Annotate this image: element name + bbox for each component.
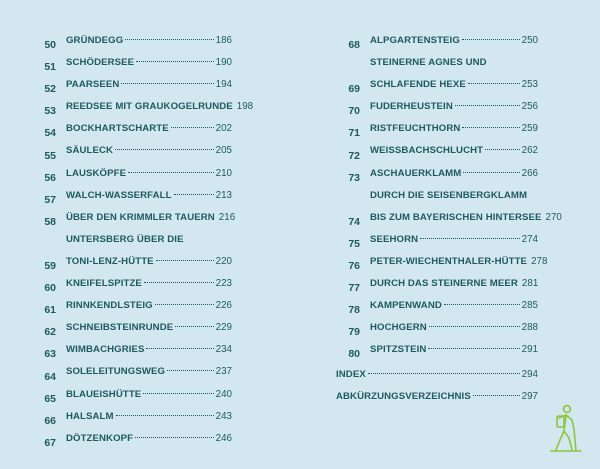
toc-entry-page: 234 xyxy=(215,344,232,356)
toc-appendix-title: ABKÜRZUNGSVERZEICHNIS xyxy=(336,391,471,402)
toc-entry-number: 62 xyxy=(44,326,56,339)
dot-leader xyxy=(468,83,520,84)
toc-entry-number: 51 xyxy=(44,61,56,74)
dot-leader xyxy=(115,149,214,150)
dot-leader xyxy=(444,304,520,305)
toc-entry-page: 240 xyxy=(215,388,232,400)
toc-entry-number: 68 xyxy=(348,39,360,52)
toc-entry[interactable] xyxy=(32,96,254,118)
toc-entry-title: SÄULECK xyxy=(66,145,114,157)
toc-entry-title: GRÜNDEGG xyxy=(66,35,124,46)
toc-entry[interactable] xyxy=(336,229,538,251)
toc-entry-number: 60 xyxy=(44,282,56,295)
toc-entry-page: 226 xyxy=(215,300,232,312)
toc-entry-title: DURCH DIE SEISENBERGKLAMM xyxy=(370,189,528,201)
toc-entry-number: 54 xyxy=(44,127,56,140)
hiker-icon xyxy=(545,404,587,454)
toc-entry-title: WALCH-WASSERFALL xyxy=(66,189,172,201)
toc-entry-number: 56 xyxy=(44,171,56,184)
toc-entry[interactable] xyxy=(32,406,232,428)
dot-leader xyxy=(156,260,214,261)
toc-left-column xyxy=(32,30,254,450)
dot-leader xyxy=(135,437,214,438)
toc-appendix-page: 297 xyxy=(521,391,538,402)
toc-entry-page: 194 xyxy=(215,79,232,91)
toc-entry-title: HOCHGERN xyxy=(370,322,427,334)
toc-entry[interactable] xyxy=(32,317,232,339)
toc-entry-page: 270 xyxy=(545,211,562,223)
toc-entry[interactable] xyxy=(32,163,232,185)
toc-entry[interactable] xyxy=(336,30,538,52)
toc-entry-page: 220 xyxy=(215,255,232,267)
dot-leader xyxy=(428,348,519,349)
toc-entry[interactable] xyxy=(32,207,236,229)
toc-entry-number: 57 xyxy=(44,193,56,206)
dot-leader xyxy=(174,194,214,195)
toc-entry-page: 259 xyxy=(521,123,538,135)
toc-entry-title: SEEHORN xyxy=(370,233,419,245)
dot-leader xyxy=(462,127,519,128)
toc-entry-page: 262 xyxy=(521,145,538,157)
toc-entry-title: WIMBACHGRIES xyxy=(66,344,145,356)
toc-entry[interactable] xyxy=(336,140,538,162)
toc-entry[interactable] xyxy=(32,295,232,317)
toc-entry[interactable] xyxy=(336,295,538,317)
toc-entry-title: KAMPENWAND xyxy=(370,300,442,312)
dot-leader xyxy=(143,393,213,394)
toc-entry[interactable] xyxy=(32,361,232,383)
toc-entry-number: 53 xyxy=(44,105,56,118)
dot-leader xyxy=(462,39,520,40)
toc-entry-page: 237 xyxy=(215,366,232,378)
toc-entry-page: 210 xyxy=(215,167,232,179)
toc-entry-title: REEDSEE MIT GRAUKOGELRUNDE xyxy=(66,101,233,113)
toc-entry-title: DÖTZENKOPF xyxy=(66,432,134,444)
toc-entry-number: 76 xyxy=(348,260,360,273)
toc-entry-page: 288 xyxy=(521,322,538,334)
toc-entry[interactable] xyxy=(32,384,232,406)
toc-entry[interactable] xyxy=(336,52,538,96)
toc-entry-page: 250 xyxy=(521,35,538,46)
dot-leader xyxy=(121,83,213,84)
toc-entry[interactable] xyxy=(32,229,232,273)
toc-entry-number: 74 xyxy=(348,215,360,228)
toc-entry-number: 72 xyxy=(348,149,360,162)
toc-entry-number: 55 xyxy=(44,149,56,162)
toc-appendix-title: INDEX xyxy=(336,369,366,380)
toc-entry-page: 223 xyxy=(215,278,232,290)
toc-entry-title: SPITZSTEIN xyxy=(370,344,427,356)
dot-leader xyxy=(144,282,214,283)
toc-entry-title: ÜBER DEN KRIMMLER TAUERN xyxy=(66,211,215,223)
toc-entry-title: KNEIFELSPITZE xyxy=(66,278,142,290)
toc-entry-title: PETER-WIECHENTHALER-HÜTTE xyxy=(370,255,528,267)
dot-leader xyxy=(429,326,520,327)
dot-leader xyxy=(136,61,213,62)
toc-entry-title: LAUSKÖPFE xyxy=(66,167,127,179)
dot-leader xyxy=(146,348,213,349)
dot-leader xyxy=(128,172,214,173)
toc-entry-number: 58 xyxy=(44,215,56,228)
toc-entry-number: 67 xyxy=(44,436,56,449)
toc-entry-page: 213 xyxy=(215,189,232,201)
dot-leader xyxy=(175,326,213,327)
toc-entry-number: 64 xyxy=(44,370,56,383)
toc-entry-number: 79 xyxy=(348,326,360,339)
toc-entry-number: 52 xyxy=(44,83,56,96)
toc-entry[interactable] xyxy=(336,185,562,229)
dot-leader xyxy=(155,304,214,305)
toc-entry-title: ASCHAUERKLAMM xyxy=(370,167,462,179)
dot-leader xyxy=(485,149,520,150)
toc-entry[interactable] xyxy=(336,339,538,361)
toc-entry-number: 78 xyxy=(348,304,360,317)
toc-entry-number: 73 xyxy=(348,171,360,184)
dot-leader xyxy=(420,238,519,239)
dot-leader xyxy=(473,395,520,396)
dot-leader xyxy=(116,415,214,416)
toc-appendix-page: 294 xyxy=(521,369,538,380)
toc-entry-title: PAARSEEN xyxy=(66,79,120,91)
toc-entry-title: BOCKHARTSCHARTE xyxy=(66,123,169,135)
toc-entry[interactable] xyxy=(32,273,232,295)
toc-entry[interactable] xyxy=(32,185,232,207)
toc-right-column xyxy=(336,30,562,361)
toc-entry-page: 190 xyxy=(215,57,232,69)
dot-leader xyxy=(167,370,214,371)
toc-entry[interactable] xyxy=(32,74,232,96)
toc-appendix xyxy=(336,364,538,408)
toc-entry-number: 75 xyxy=(348,237,360,250)
toc-entry-title: FUDERHEUSTEIN xyxy=(370,101,453,113)
toc-entry-page: 253 xyxy=(521,79,538,91)
dot-leader xyxy=(171,127,214,128)
toc-entry-title: RINNKENDLSTEIG xyxy=(66,300,153,312)
toc-entry[interactable] xyxy=(336,118,538,140)
toc-entry[interactable] xyxy=(32,339,232,361)
toc-appendix-entry[interactable] xyxy=(336,364,538,386)
toc-entry-title: SCHÖDERSEE xyxy=(66,57,135,69)
toc-entry-title: HALSALM xyxy=(66,410,114,422)
toc-entry-number: 65 xyxy=(44,392,56,405)
toc-entry-page: 198 xyxy=(236,101,254,113)
toc-entry-page: 229 xyxy=(215,322,232,334)
toc-entry[interactable] xyxy=(32,428,232,450)
toc-entry[interactable] xyxy=(32,30,232,52)
toc-entry[interactable] xyxy=(32,52,232,74)
toc-entry-number: 80 xyxy=(348,348,360,361)
toc-entry-title: SCHLAFENDE HEXE xyxy=(370,79,466,91)
toc-entry-title: ALPGARTENSTEIG xyxy=(370,35,460,46)
toc-entry-number: 59 xyxy=(44,260,56,273)
dot-leader xyxy=(368,373,520,374)
toc-entry-page: 202 xyxy=(215,123,232,135)
toc-appendix-entry[interactable] xyxy=(336,386,538,408)
toc-entry-title: TONI-LENZ-HÜTTE xyxy=(66,255,154,267)
toc-entry-title: BIS ZUM BAYERISCHEN HINTERSEE xyxy=(370,211,542,223)
toc-entry-page: 274 xyxy=(521,233,538,245)
toc-entry-title: SCHNEIBSTEINRUNDE xyxy=(66,322,174,334)
toc-entry-number: 66 xyxy=(44,414,56,427)
toc-entry-title: DURCH DAS STEINERNE MEER xyxy=(370,278,518,290)
toc-entry[interactable] xyxy=(32,118,232,140)
toc-entry-page: 281 xyxy=(521,278,539,290)
toc-entry-number: 63 xyxy=(44,348,56,361)
toc-entry-number: 70 xyxy=(348,105,360,118)
toc-entry-title: WEISSBACHSCHLUCHT xyxy=(370,145,484,157)
toc-entry-title: BLAUEISHÜTTE xyxy=(66,388,142,400)
toc-entry[interactable] xyxy=(32,140,232,162)
toc-entry-page: 246 xyxy=(215,432,232,444)
toc-entry-page: 243 xyxy=(215,410,232,422)
dot-leader xyxy=(125,39,213,40)
toc-entry-title: SOLELEITUNGSWEG xyxy=(66,366,166,378)
toc-entry[interactable] xyxy=(336,317,538,339)
toc-entry-page: 285 xyxy=(521,300,538,312)
toc-entry[interactable] xyxy=(336,163,538,185)
toc-entry-page: 291 xyxy=(521,344,538,356)
toc-entry-title: STEINERNE AGNES UND xyxy=(370,57,487,69)
toc-entry[interactable] xyxy=(336,273,538,295)
toc-entry-number: 77 xyxy=(348,282,360,295)
toc-entry-page: 216 xyxy=(218,211,236,223)
dot-leader xyxy=(455,105,520,106)
toc-entry-page: 186 xyxy=(215,35,232,46)
toc-entry-title: RISTFEUCHTHORN xyxy=(370,123,461,135)
toc-entry-page: 266 xyxy=(521,167,538,179)
toc-entry-number: 61 xyxy=(44,304,56,317)
toc-entry-page: 256 xyxy=(521,101,538,113)
dot-leader xyxy=(463,172,519,173)
toc-entry-number: 50 xyxy=(44,39,56,52)
toc-entry-title: UNTERSBERG ÜBER DIE xyxy=(66,233,184,245)
toc-entry[interactable] xyxy=(336,96,538,118)
toc-entry-page: 205 xyxy=(215,145,232,157)
toc-entry-number: 69 xyxy=(348,83,360,96)
toc-entry-page: 278 xyxy=(531,255,548,267)
toc-entry[interactable] xyxy=(336,251,548,273)
toc-entry-number: 71 xyxy=(348,127,360,140)
